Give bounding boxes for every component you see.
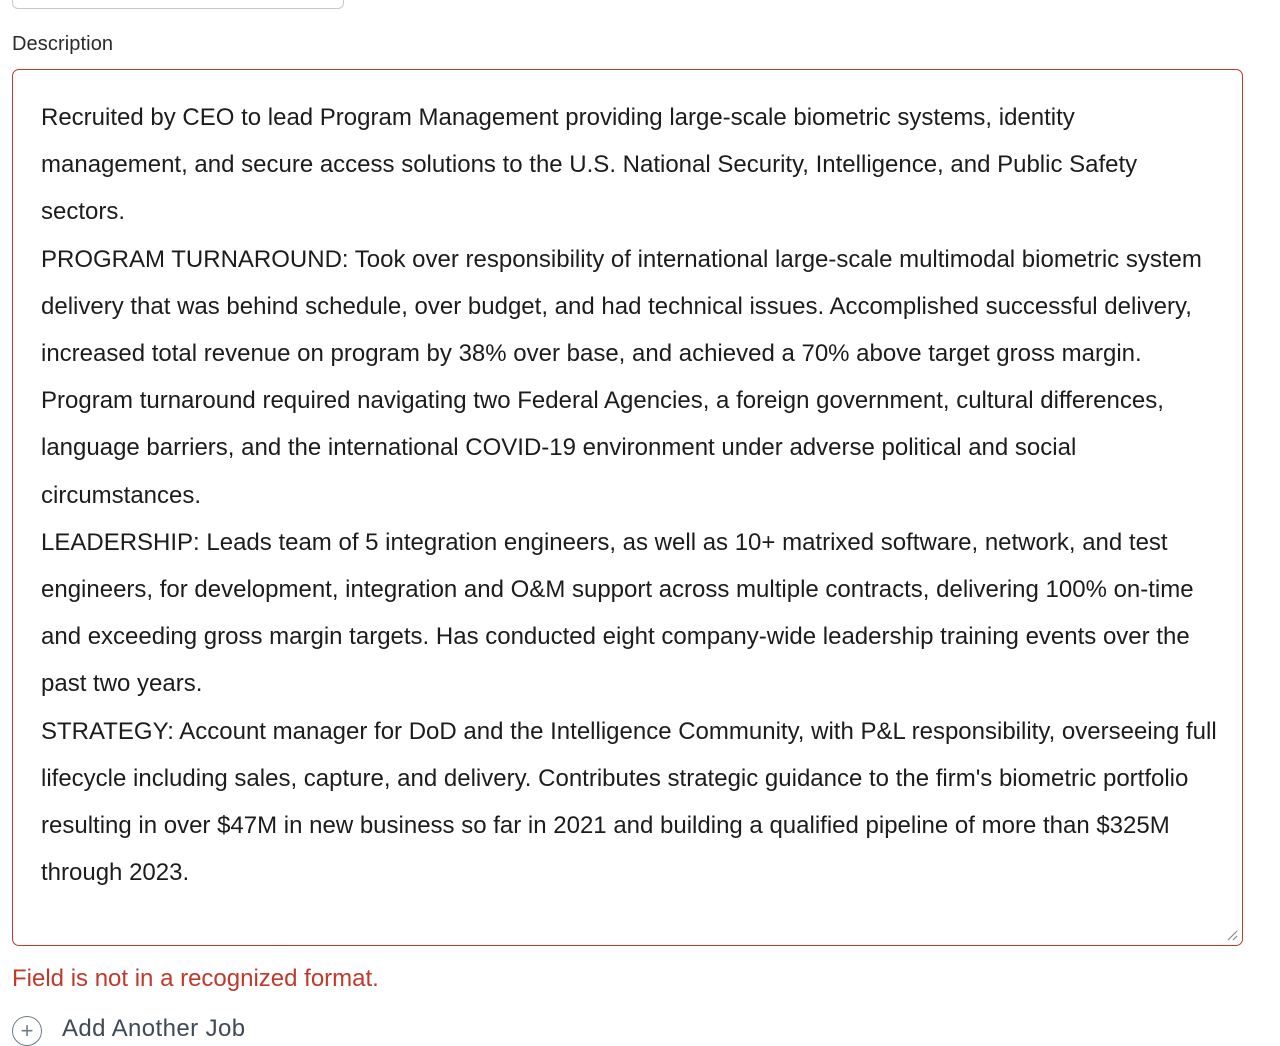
add-another-job-label: Add Another Job (62, 1015, 246, 1042)
description-textarea[interactable] (13, 70, 1242, 945)
resize-handle-icon[interactable] (1226, 929, 1238, 941)
add-another-job-button[interactable] (12, 1010, 245, 1046)
previous-input-field[interactable] (12, 0, 344, 9)
description-label: Description (12, 33, 114, 55)
description-field-wrapper (12, 69, 1243, 946)
field-error-message: Field is not in a recognized format. (12, 965, 379, 992)
plus-circle-icon: + (12, 1016, 42, 1046)
